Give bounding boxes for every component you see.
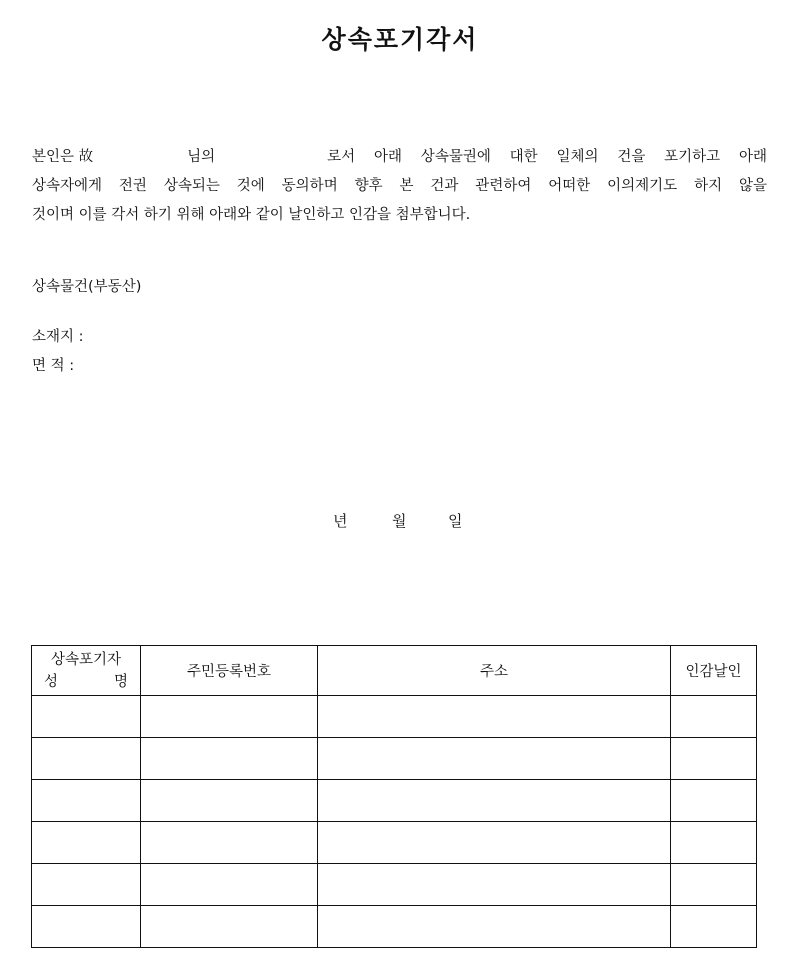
table-row bbox=[32, 780, 757, 822]
waiver-statement bbox=[32, 143, 767, 230]
date-year-label: 년 bbox=[333, 512, 348, 530]
header-address: 주소 bbox=[318, 646, 671, 696]
seal-cell[interactable] bbox=[671, 696, 757, 738]
resident-number-cell[interactable] bbox=[141, 696, 318, 738]
resident-number-cell[interactable] bbox=[141, 864, 318, 906]
name-cell[interactable] bbox=[32, 780, 141, 822]
seal-cell[interactable] bbox=[671, 906, 757, 948]
header-waiver-line1: 상속포기자 bbox=[50, 651, 122, 668]
address-cell[interactable] bbox=[318, 822, 671, 864]
statement-prefix: 본인은 故 bbox=[32, 149, 94, 165]
resident-number-cell[interactable] bbox=[141, 822, 318, 864]
statement-line-3 bbox=[32, 201, 767, 230]
signature-table bbox=[31, 645, 757, 948]
name-cell[interactable] bbox=[32, 822, 141, 864]
address-cell[interactable] bbox=[318, 696, 671, 738]
address-cell[interactable] bbox=[318, 738, 671, 780]
resident-number-cell[interactable] bbox=[141, 738, 318, 780]
statement-suffix: 로서 아래 상속물권에 대한 일체의 건을 포기하고 아래 bbox=[327, 149, 767, 165]
header-resident-number: 주민등록번호 bbox=[141, 646, 318, 696]
header-waiver-line2 bbox=[32, 671, 140, 693]
table-row bbox=[32, 906, 757, 948]
statement-line-2 bbox=[32, 172, 767, 201]
table-row bbox=[32, 864, 757, 906]
document-title: 상속포기각서 bbox=[321, 25, 479, 54]
header-seal: 인감날인 bbox=[671, 646, 757, 696]
address-cell[interactable] bbox=[318, 864, 671, 906]
date-day-label: 일 bbox=[448, 512, 463, 530]
date-month-label: 월 bbox=[392, 512, 407, 530]
table-row bbox=[32, 696, 757, 738]
header-waiver-name bbox=[32, 646, 141, 696]
signature-table-body bbox=[32, 696, 757, 948]
name-cell[interactable] bbox=[32, 906, 141, 948]
signature-table-header bbox=[32, 646, 757, 696]
area-label: 면 적 : bbox=[32, 358, 75, 374]
statement-line-1 bbox=[32, 143, 767, 172]
statement-line-3-text: 것이며 이를 각서 하기 위해 아래와 같이 날인하고 인감을 첨부합니다. bbox=[32, 207, 471, 223]
header-name-part-b: 명 bbox=[113, 673, 128, 690]
name-cell[interactable] bbox=[32, 696, 141, 738]
name-cell[interactable] bbox=[32, 738, 141, 780]
statement-line-2-text: 상속자에게 전권 상속되는 것에 동의하며 향후 본 건과 관련하여 어떠한 이의제기도 하지 않을 bbox=[32, 178, 767, 194]
seal-cell[interactable] bbox=[671, 864, 757, 906]
seal-cell[interactable] bbox=[671, 738, 757, 780]
resident-number-cell[interactable] bbox=[141, 906, 318, 948]
table-row bbox=[32, 822, 757, 864]
header-name-part-a: 성 bbox=[44, 673, 59, 690]
relationship-blank bbox=[215, 143, 327, 172]
name-cell[interactable] bbox=[32, 864, 141, 906]
statement-mid: 님의 bbox=[187, 149, 216, 165]
address-cell[interactable] bbox=[318, 906, 671, 948]
deceased-name-blank bbox=[93, 143, 187, 172]
location-label: 소재지 : bbox=[32, 329, 84, 345]
seal-cell[interactable] bbox=[671, 780, 757, 822]
table-row bbox=[32, 738, 757, 780]
seal-cell[interactable] bbox=[671, 822, 757, 864]
resident-number-cell[interactable] bbox=[141, 780, 318, 822]
address-cell[interactable] bbox=[318, 780, 671, 822]
property-section-title: 상속물건(부동산) bbox=[32, 279, 142, 295]
